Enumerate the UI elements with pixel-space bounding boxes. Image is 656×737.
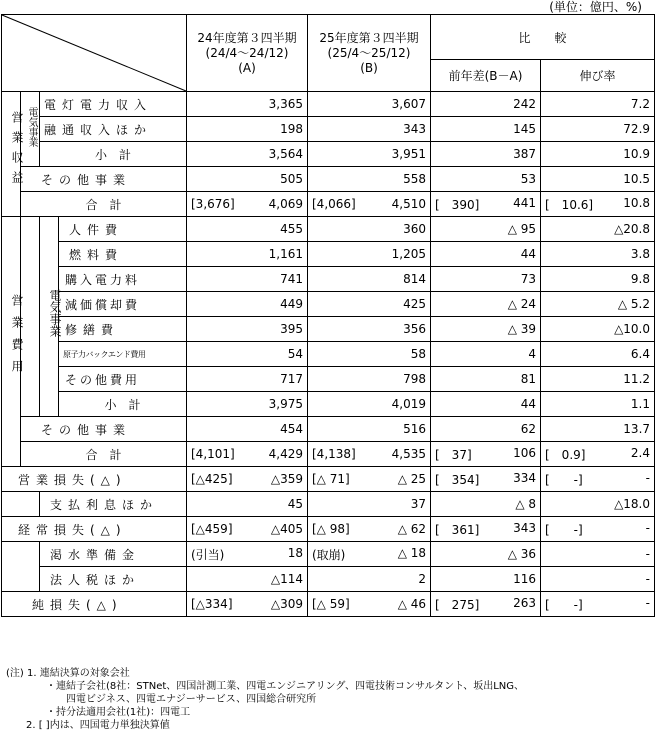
row-label: 純損失(△): [2, 592, 187, 617]
row-label: 小 計: [59, 392, 187, 417]
value-rate: △ 5.2: [541, 292, 655, 317]
row-label: 原子力バックエンド費用: [59, 342, 187, 367]
col-a-header: [187, 15, 308, 92]
value-b: 1,205: [308, 242, 431, 267]
table-row: [2, 317, 655, 342]
value-a: 449: [187, 292, 308, 317]
diff-header: 前年差(B－A): [431, 60, 541, 92]
table-row: [2, 292, 655, 317]
table-row: [2, 442, 655, 467]
rate-header: 伸び率: [541, 60, 655, 92]
row-label: 合 計: [21, 192, 187, 217]
row-label: 営業損失(△): [2, 467, 187, 492]
value-b: (取崩) △ 18: [308, 542, 431, 567]
value-diff: 242: [431, 92, 541, 117]
value-a: 455: [187, 217, 308, 242]
value-a: △114: [187, 567, 308, 592]
table-row: [2, 567, 655, 592]
value-b: 814: [308, 267, 431, 292]
col-a-period: (24/4～24/12): [205, 45, 289, 60]
table-row: [2, 217, 655, 242]
col-a-title: 24年度第３四半期: [197, 30, 297, 45]
note-line: ・連結子会社(8社：STNet、四国計測工業、四電エンジニアリング、四電技術コンサルタント、坂出LNG、: [6, 681, 525, 692]
group-elec-exp: 電気事業: [40, 217, 59, 417]
value-a: 3,975: [187, 392, 308, 417]
diagonal-line: [2, 15, 186, 91]
value-a: 505: [187, 167, 308, 192]
table-row: [2, 342, 655, 367]
value-a: (引当) 18: [187, 542, 308, 567]
value-diff: 81: [431, 367, 541, 392]
value-rate: 1.1: [541, 392, 655, 417]
value-b: 343: [308, 117, 431, 142]
value-diff: △ 8: [431, 492, 541, 517]
value-a: 395: [187, 317, 308, 342]
row-label: 支払利息ほか: [40, 492, 187, 517]
row-label: 融通収入ほか: [40, 117, 187, 142]
value-a: 54: [187, 342, 308, 367]
value-diff: △ 39: [431, 317, 541, 342]
value-a: 3,564: [187, 142, 308, 167]
value-a: 454: [187, 417, 308, 442]
value-diff: 44: [431, 392, 541, 417]
table-row: [2, 117, 655, 142]
group-elec-rev: 電気事業: [21, 92, 40, 167]
value-b: 360: [308, 217, 431, 242]
compare-header: 比 較: [431, 15, 655, 60]
row-label: 人件費: [59, 217, 187, 242]
value-diff: 387: [431, 142, 541, 167]
value-diff: [ 390] 441: [431, 192, 541, 217]
row-label: 減価償却費: [59, 292, 187, 317]
value-rate: [ 0.9] 2.4: [541, 442, 655, 467]
value-b: 356: [308, 317, 431, 342]
table-row: [2, 192, 655, 217]
value-rate: -: [541, 542, 655, 567]
value-a: [△425] △359: [187, 467, 308, 492]
row-label: 購入電力料: [59, 267, 187, 292]
value-diff: △ 95: [431, 217, 541, 242]
row-label: その他費用: [59, 367, 187, 392]
header-row: [2, 15, 655, 60]
col-a-tag: (A): [238, 60, 256, 75]
value-b: [△ 71] △ 25: [308, 467, 431, 492]
financial-table: [1, 14, 655, 617]
value-diff: [ 354] 334: [431, 467, 541, 492]
table-row: [2, 142, 655, 167]
row-label: その他事業: [21, 417, 187, 442]
value-diff: [ 275] 263: [431, 592, 541, 617]
value-diff: 145: [431, 117, 541, 142]
value-a: [3,676] 4,069: [187, 192, 308, 217]
value-rate: 6.4: [541, 342, 655, 367]
value-b: 2: [308, 567, 431, 592]
value-a: 1,161: [187, 242, 308, 267]
value-diff: △ 24: [431, 292, 541, 317]
value-diff: [ 361] 343: [431, 517, 541, 542]
value-rate: [ 10.6] 10.8: [541, 192, 655, 217]
value-a: [△334] △309: [187, 592, 308, 617]
table-row: [2, 417, 655, 442]
col-b-tag: (B): [360, 60, 378, 75]
note-line: ・持分法適用会社(1社)：四電工: [6, 707, 191, 718]
value-diff: 73: [431, 267, 541, 292]
value-b: 558: [308, 167, 431, 192]
row-label: 渇水準備金: [40, 542, 187, 567]
value-b: 3,607: [308, 92, 431, 117]
value-rate: [ -] -: [541, 467, 655, 492]
corner-cell: [2, 15, 187, 92]
value-b: 58: [308, 342, 431, 367]
table-row: [2, 267, 655, 292]
value-rate: △10.0: [541, 317, 655, 342]
table-row: [2, 467, 655, 492]
value-a: [△459] △405: [187, 517, 308, 542]
table-row: [2, 242, 655, 267]
value-a: 741: [187, 267, 308, 292]
col-b-title: 25年度第３四半期: [319, 30, 419, 45]
value-a: 717: [187, 367, 308, 392]
value-a: 3,365: [187, 92, 308, 117]
value-b: 3,951: [308, 142, 431, 167]
table-row: [2, 492, 655, 517]
row-label: 小 計: [40, 142, 187, 167]
table-row: [2, 517, 655, 542]
value-rate: [ -] -: [541, 592, 655, 617]
value-rate: 9.8: [541, 267, 655, 292]
value-b: 4,019: [308, 392, 431, 417]
table-row: [2, 392, 655, 417]
value-diff: 4: [431, 342, 541, 367]
table-row: [2, 367, 655, 392]
value-a: [4,101] 4,429: [187, 442, 308, 467]
table-row: [2, 92, 655, 117]
value-rate: 7.2: [541, 92, 655, 117]
value-b: 798: [308, 367, 431, 392]
table-row: [2, 592, 655, 617]
value-rate: 72.9: [541, 117, 655, 142]
value-rate: 10.5: [541, 167, 655, 192]
row-label: 経常損失(△): [2, 517, 187, 542]
value-rate: 10.9: [541, 142, 655, 167]
value-diff: △ 36: [431, 542, 541, 567]
note-line: (注) 1. 連結決算の対象会社: [6, 668, 130, 679]
value-b: 516: [308, 417, 431, 442]
unit-label: (単位：億円、%): [549, 0, 642, 14]
table-row: [2, 167, 655, 192]
row-label: 電灯電力収入: [40, 92, 187, 117]
value-diff: 116: [431, 567, 541, 592]
group-revenue: 営業収益: [2, 92, 21, 217]
value-b: [4,066] 4,510: [308, 192, 431, 217]
value-rate: -: [541, 567, 655, 592]
value-rate: 11.2: [541, 367, 655, 392]
value-rate: [ -] -: [541, 517, 655, 542]
row-label: 修繕費: [59, 317, 187, 342]
row-label: 法人税ほか: [40, 567, 187, 592]
col-b-header: [308, 15, 431, 92]
value-b: [△ 98] △ 62: [308, 517, 431, 542]
value-b: [4,138] 4,535: [308, 442, 431, 467]
footnotes: [6, 667, 524, 732]
value-diff: [ 37] 106: [431, 442, 541, 467]
value-a: 45: [187, 492, 308, 517]
value-a: 198: [187, 117, 308, 142]
value-rate: 13.7: [541, 417, 655, 442]
value-rate: 3.8: [541, 242, 655, 267]
row-label: 燃料費: [59, 242, 187, 267]
row-label: 合 計: [21, 442, 187, 467]
group-expense: 営業費用: [2, 217, 21, 467]
value-b: [△ 59] △ 46: [308, 592, 431, 617]
value-b: 425: [308, 292, 431, 317]
value-diff: 62: [431, 417, 541, 442]
value-b: 37: [308, 492, 431, 517]
note-line: 四電ビジネス、四電エナジーサービス、四国総合研究所: [6, 694, 317, 705]
col-b-period: (25/4～25/12): [327, 45, 411, 60]
table-row: [2, 542, 655, 567]
value-rate: △20.8: [541, 217, 655, 242]
row-label: その他事業: [21, 167, 187, 192]
value-diff: 44: [431, 242, 541, 267]
value-rate: △18.0: [541, 492, 655, 517]
value-diff: 53: [431, 167, 541, 192]
note-line: 2. [ ]内は、四国電力単独決算値: [6, 720, 170, 731]
